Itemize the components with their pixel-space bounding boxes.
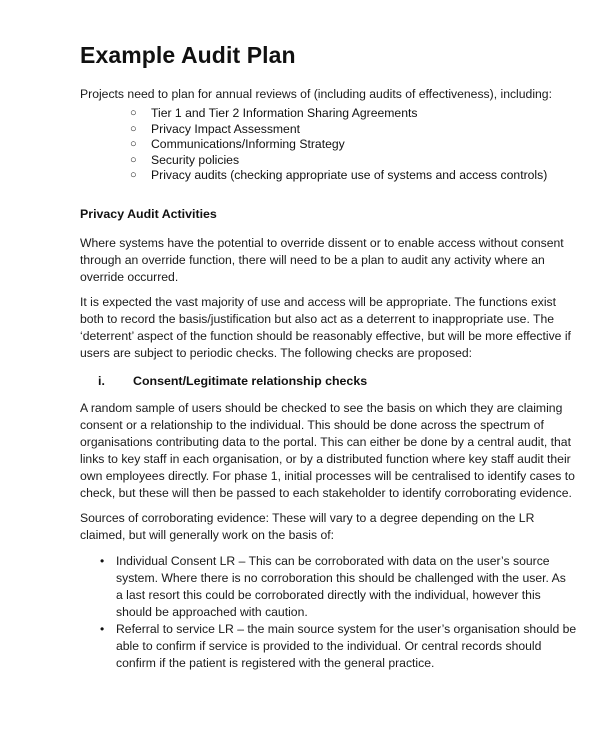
list-item: ○ Communications/Informing Strategy xyxy=(130,137,345,152)
document-title: Example Audit Plan xyxy=(80,42,296,68)
list-item: ○ Security policies xyxy=(130,152,240,167)
paragraph-expected-use: It is expected the vast majority of use and access will be appropriate. The functions exist both to record the basis/justification but also act as a deterrent to inappropriate use. The ‘deterrent’ aspect of the function should be reasonably effective, but will be more effective if users are subject to periodic checks. The following checks are proposed: xyxy=(80,295,571,360)
section-heading: Privacy Audit Activities xyxy=(80,207,217,221)
circle-bullet-icon: ○ xyxy=(130,153,137,166)
bullet-icon: • xyxy=(100,622,105,636)
paragraph-random-sample: A random sample of users should be checked to see the basis on which they are claiming consent or a relationship to the individual. This should be done across the spectrum of organisations contributing data to the portal. This can either be done by a central audit, that links to key staff in each organisation, or by a distributed function where key staff audit their own employees directly. For phase 1, initial processes will be centralised to identify cases to check, but these will then be passed to each stakeholder to identify corroborating evidence. xyxy=(80,401,575,500)
list-item: ○ Tier 1 and Tier 2 Information Sharing Agreements xyxy=(130,106,418,120)
circle-bullet-icon: ○ xyxy=(130,169,137,182)
bullet-icon: • xyxy=(100,554,105,568)
paragraph-override: Where systems have the potential to override dissent or to enable access without consent through an override function, there will need to be a plan to audit any activity where an override occurred. xyxy=(80,236,564,284)
subsection-numeral: i. xyxy=(98,374,105,388)
subsection-heading: Consent/Legitimate relationship checks xyxy=(133,374,368,388)
list-item: Referral to service LR – the main source system for the user’s organisation should be able to confirm if service is provided to the individual. Or central records should confirm if the patient is registered with the general practice. xyxy=(116,622,577,670)
list-item: ○ Privacy audits (checking appropriate use of systems and access controls) xyxy=(130,168,548,183)
list-item: Individual Consent LR – This can be corroborated with data on the user’s source system. Where there is no corroboration this should be challenged with the user. As a last resort this could be corroborated directly with the individual, however this should be approached with caution. xyxy=(116,554,566,619)
circle-bullet-icon: ○ xyxy=(130,122,137,135)
intro-text: Projects need to plan for annual reviews of (including audits of effectiveness), including: xyxy=(80,87,552,101)
circle-bullet-icon: ○ xyxy=(130,138,137,151)
list-item: ○ Privacy Impact Assessment xyxy=(130,121,301,136)
circle-bullet-icon: ○ xyxy=(130,107,137,119)
paragraph-sources: Sources of corroborating evidence: These will vary to a degree depending on the LR claimed, but will generally work on the basis of: xyxy=(80,511,535,542)
review-items-list xyxy=(130,106,547,184)
